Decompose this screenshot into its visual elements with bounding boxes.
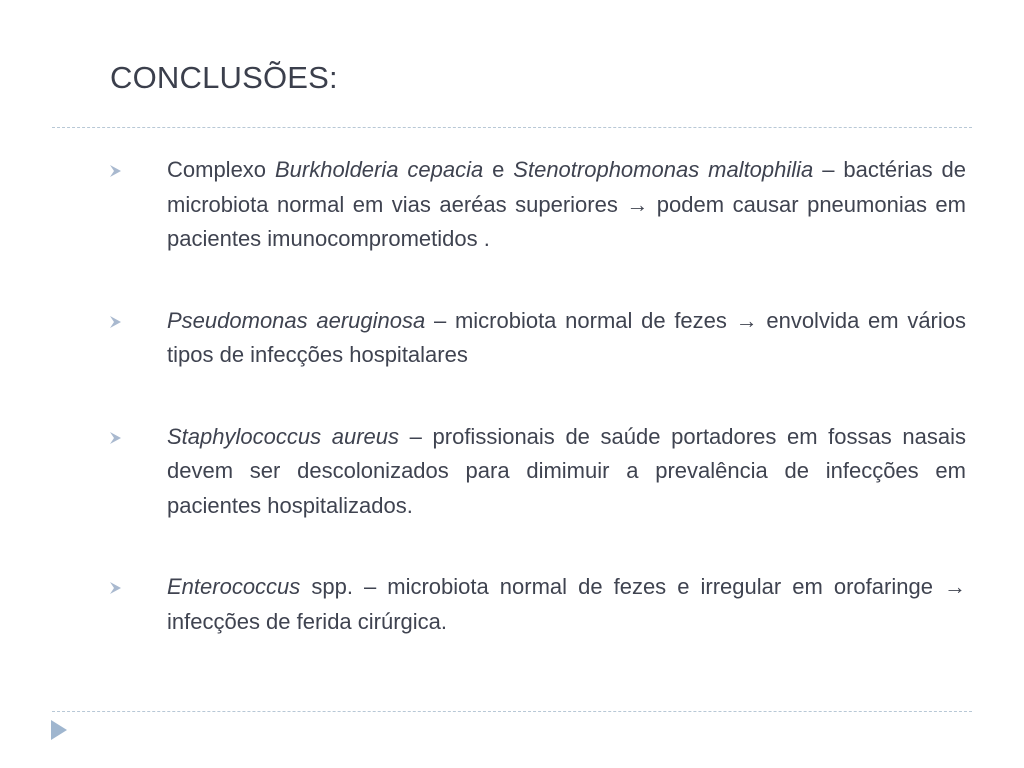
bottom-divider	[52, 711, 972, 712]
text-run: – profissionais de saúde portadores em fossas nasais devem ser descolonizados para dimimuir a prevalência de infecções em pacientes hospitalizados.	[167, 423, 966, 518]
play-triangle-icon[interactable]	[51, 720, 67, 740]
list-item	[108, 420, 966, 524]
species-name: Enterococcus	[167, 574, 301, 599]
text-run: e	[483, 157, 514, 182]
list-item	[108, 570, 966, 639]
text-run: – bactérias de microbiota normal em vias aeréas superiores → podem causar pneumonias em pacientes imunocomprometidos .	[167, 157, 966, 251]
arrowhead-bullet-icon	[110, 316, 121, 328]
species-name: Pseudomonas aeruginosa	[167, 307, 426, 333]
species-name: Stenotrophomonas maltophilia	[513, 157, 814, 182]
text-run: – microbiota normal de fezes → envolvida em vários tipos de infecções hospitalares	[167, 307, 967, 367]
species-name: Burkholderia cepacia	[274, 157, 484, 182]
species-name: Staphylococcus aureus	[167, 423, 399, 449]
item-text	[167, 424, 966, 518]
list-item	[108, 304, 966, 373]
item-text	[167, 157, 966, 251]
slide-title: CONCLUSÕES:	[110, 60, 338, 95]
arrowhead-bullet-icon	[110, 582, 121, 594]
list-item	[108, 153, 966, 257]
item-text	[167, 308, 966, 368]
text-run: spp. – microbiota normal de fezes e irregular em orofaringe → infecções de ferida cirúrgica.	[167, 574, 966, 634]
top-divider	[52, 127, 972, 128]
item-text	[167, 574, 966, 634]
arrowhead-bullet-icon	[110, 432, 121, 444]
text-run: Complexo	[167, 157, 275, 182]
arrowhead-bullet-icon	[110, 165, 121, 177]
bullet-list	[108, 153, 966, 639]
